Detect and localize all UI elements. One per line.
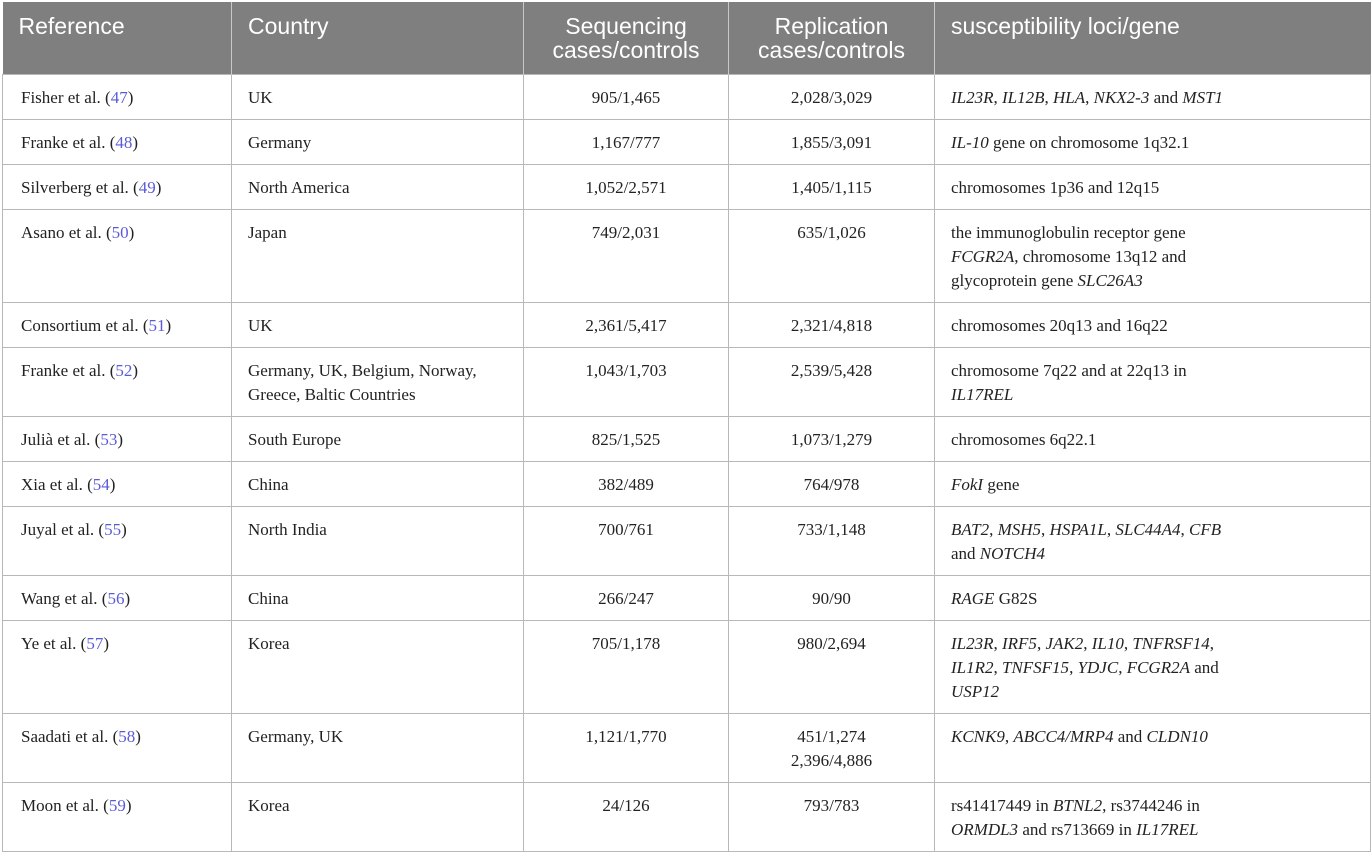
sequencing-cell: 1,121/1,770 [524, 713, 729, 782]
gene-name: TNFSF15 [1002, 657, 1070, 677]
reference-cell [3, 302, 232, 347]
gene-name: RAGE [951, 588, 995, 608]
loci-line [951, 680, 1354, 704]
table-row [3, 506, 1371, 575]
loci-line [951, 383, 1354, 407]
country-cell: Korea [232, 620, 524, 713]
reference-author: Franke et al. ( [21, 132, 116, 152]
table-row [3, 74, 1371, 119]
loci-text: , [1085, 87, 1094, 107]
loci-text: and [1149, 87, 1183, 107]
country-cell: North America [232, 164, 524, 209]
loci-text: chromosomes 20q13 and 16q22 [951, 315, 1168, 335]
reference-close-paren: ) [132, 360, 139, 380]
reference-author: Asano et al. ( [21, 222, 112, 242]
loci-text: , [1118, 657, 1127, 677]
gene-name: FokI [951, 474, 984, 494]
replication-cell: 980/2,694 [729, 620, 935, 713]
reference-cell [3, 119, 232, 164]
loci-cell [935, 164, 1371, 209]
table-row [3, 164, 1371, 209]
sequencing-cell: 1,167/777 [524, 119, 729, 164]
gene-name: IL12B [1002, 87, 1045, 107]
gene-name: HLA [1053, 87, 1086, 107]
country-cell: China [232, 461, 524, 506]
table-row [3, 713, 1371, 782]
loci-cell [935, 347, 1371, 416]
gene-name: SLC44A4 [1115, 519, 1181, 539]
loci-text: gene on chromosome 1q32.1 [988, 132, 1190, 152]
country-cell: Germany, UK, Belgium, Norway, Greece, Baltic Countries [232, 347, 524, 416]
reference-link[interactable]: 59 [108, 795, 126, 815]
country-cell: UK [232, 302, 524, 347]
reference-link[interactable]: 53 [100, 429, 118, 449]
loci-line [951, 314, 1354, 338]
country-cell: China [232, 575, 524, 620]
replication-cell: 635/1,026 [729, 209, 935, 302]
loci-cell [935, 461, 1371, 506]
header-row [3, 2, 1371, 74]
loci-text: , [993, 87, 1002, 107]
loci-line [951, 632, 1354, 656]
replication-cell [729, 713, 935, 782]
gene-name: SLC26A3 [1077, 270, 1143, 290]
sequencing-cell: 382/489 [524, 461, 729, 506]
reference-author: Saadati et al. ( [21, 726, 119, 746]
gene-name: FCGR2A [1126, 657, 1190, 677]
header-sequencing [524, 2, 729, 74]
sequencing-cell: 1,043/1,703 [524, 347, 729, 416]
loci-line [951, 269, 1354, 293]
reference-link[interactable]: 49 [138, 177, 156, 197]
loci-text: and [1113, 726, 1147, 746]
loci-line [951, 518, 1354, 542]
reference-author: Juyal et al. ( [21, 519, 105, 539]
loci-cell [935, 416, 1371, 461]
country-cell: Korea [232, 782, 524, 851]
loci-text: , chromosome 13q12 and [1014, 246, 1187, 266]
loci-cell [935, 575, 1371, 620]
sequencing-cell: 749/2,031 [524, 209, 729, 302]
table-row [3, 209, 1371, 302]
loci-line [951, 587, 1354, 611]
loci-line [951, 473, 1354, 497]
sequencing-cell: 905/1,465 [524, 74, 729, 119]
gene-name: MSH5 [997, 519, 1042, 539]
loci-text: , [1069, 657, 1078, 677]
reference-link[interactable]: 58 [118, 726, 136, 746]
loci-line [951, 359, 1354, 383]
header-sequencing-line-1: Sequencing [565, 13, 687, 39]
loci-cell [935, 119, 1371, 164]
loci-cell [935, 782, 1371, 851]
loci-text: , [1036, 633, 1046, 653]
reference-author: Xia et al. ( [21, 474, 93, 494]
sequencing-cell: 2,361/5,417 [524, 302, 729, 347]
replication-cell: 1,855/3,091 [729, 119, 935, 164]
loci-text: , [1041, 519, 1050, 539]
gene-name: MST1 [1182, 87, 1224, 107]
reference-cell [3, 209, 232, 302]
sequencing-cell: 1,052/2,571 [524, 164, 729, 209]
reference-author: Julià et al. ( [21, 429, 101, 449]
loci-text: , [1209, 633, 1215, 653]
loci-line [951, 176, 1354, 200]
reference-author: Ye et al. ( [21, 633, 87, 653]
gene-name: IL17REL [951, 384, 1014, 404]
loci-line [951, 656, 1354, 680]
loci-line [951, 794, 1354, 818]
loci-line [951, 428, 1354, 452]
reference-cell [3, 713, 232, 782]
replication-cell: 2,539/5,428 [729, 347, 935, 416]
gene-name: IL-10 [951, 132, 989, 152]
reference-close-paren: ) [125, 795, 132, 815]
replication-cell: 1,073/1,279 [729, 416, 935, 461]
loci-text: , [989, 519, 998, 539]
loci-text: gene [983, 474, 1020, 494]
header-replication [729, 2, 935, 74]
gene-name: BAT2 [951, 519, 990, 539]
header-loci: susceptibility loci/gene [935, 2, 1371, 74]
loci-text: chromosome 7q22 and at 22q13 in [951, 360, 1187, 380]
reference-link[interactable]: 50 [111, 222, 129, 242]
loci-text: chromosomes 6q22.1 [951, 429, 1097, 449]
loci-text: the immunoglobulin receptor gene [951, 222, 1186, 242]
sequencing-cell: 266/247 [524, 575, 729, 620]
loci-line [951, 131, 1354, 155]
header-reference: Reference [3, 2, 232, 74]
loci-cell [935, 302, 1371, 347]
reference-link[interactable]: 52 [115, 360, 133, 380]
gene-name: BTNL2 [1053, 795, 1103, 815]
gene-name: NKX2-3 [1093, 87, 1150, 107]
reference-close-paren: ) [121, 519, 127, 539]
loci-line [951, 86, 1354, 110]
loci-line [951, 245, 1354, 269]
header-country: Country [232, 2, 524, 74]
gene-name: ORMDL3 [951, 819, 1019, 839]
header-replication-line-2: cases/controls [757, 37, 905, 63]
header-replication-line-1: Replication [774, 13, 889, 39]
header-sequencing-line-2: cases/controls [552, 37, 700, 63]
reference-link[interactable]: 48 [115, 132, 133, 152]
gene-name: FCGR2A [951, 246, 1015, 266]
sequencing-cell: 24/126 [524, 782, 729, 851]
gene-name: CFB [1189, 519, 1222, 539]
susceptibility-loci-table [2, 2, 1371, 852]
table-row [3, 461, 1371, 506]
gene-name: NOTCH4 [979, 543, 1045, 563]
reference-author: Silverberg et al. ( [21, 177, 139, 197]
reference-link[interactable]: 54 [92, 474, 110, 494]
loci-cell [935, 713, 1371, 782]
reference-close-paren: ) [127, 87, 134, 107]
reference-link[interactable]: 51 [148, 315, 166, 335]
country-cell: Germany [232, 119, 524, 164]
loci-text: and [1189, 657, 1219, 677]
table-row [3, 575, 1371, 620]
replication-line: 451/1,274 [797, 726, 866, 746]
loci-text: glycoprotein gene [951, 270, 1078, 290]
country-cell: South Europe [232, 416, 524, 461]
country-cell: North India [232, 506, 524, 575]
gene-name: YDJC [1077, 657, 1119, 677]
loci-line [951, 221, 1354, 245]
loci-line [951, 542, 1354, 566]
reference-author: Fisher et al. ( [21, 87, 111, 107]
replication-cell: 793/783 [729, 782, 935, 851]
reference-author: Franke et al. ( [21, 360, 116, 380]
loci-text: and rs713669 in [1018, 819, 1137, 839]
gene-name: IL17REL [1136, 819, 1199, 839]
gene-name: ABCC4/MRP4 [1013, 726, 1114, 746]
replication-cell: 1,405/1,115 [729, 164, 935, 209]
loci-line [951, 818, 1354, 842]
gene-name: HSPA1L [1049, 519, 1107, 539]
reference-cell [3, 575, 232, 620]
reference-link[interactable]: 55 [104, 519, 122, 539]
replication-line: 2,396/4,886 [790, 750, 873, 770]
sequencing-cell: 705/1,178 [524, 620, 729, 713]
loci-text: , [993, 657, 1002, 677]
loci-text: , [1044, 87, 1053, 107]
reference-close-paren: ) [117, 429, 123, 449]
table-body [3, 74, 1371, 851]
reference-cell [3, 74, 232, 119]
gene-name: JAK2 [1045, 633, 1084, 653]
gene-name: IRF5 [1002, 633, 1037, 653]
country-cell: Germany, UK [232, 713, 524, 782]
reference-close-paren: ) [135, 726, 141, 746]
reference-link[interactable]: 47 [110, 87, 128, 107]
replication-cell: 733/1,148 [729, 506, 935, 575]
reference-cell [3, 416, 232, 461]
loci-text: G82S [994, 588, 1038, 608]
loci-text: , [1180, 519, 1190, 539]
reference-author: Wang et al. ( [21, 588, 108, 608]
table-row [3, 782, 1371, 851]
reference-link[interactable]: 57 [86, 633, 104, 653]
replication-cell: 2,028/3,029 [729, 74, 935, 119]
reference-close-paren: ) [165, 315, 172, 335]
gene-name: IL10 [1091, 633, 1124, 653]
loci-text: , [1083, 633, 1092, 653]
table-row [3, 416, 1371, 461]
reference-cell [3, 506, 232, 575]
gene-name: TNFRSF14 [1132, 633, 1210, 653]
country-cell: UK [232, 74, 524, 119]
loci-line [951, 725, 1354, 749]
loci-text: , [1106, 519, 1116, 539]
loci-cell [935, 620, 1371, 713]
gene-name: CLDN10 [1146, 726, 1208, 746]
gene-name: USP12 [951, 681, 1000, 701]
loci-text: and [951, 543, 980, 563]
loci-text: , [1004, 726, 1014, 746]
reference-close-paren: ) [109, 474, 116, 494]
gene-name: IL23R [951, 87, 994, 107]
replication-cell: 764/978 [729, 461, 935, 506]
loci-text: , [1123, 633, 1133, 653]
loci-text: rs41417449 in [951, 795, 1053, 815]
loci-text: , [993, 633, 1002, 653]
loci-cell [935, 74, 1371, 119]
gene-name: IL23R [951, 633, 994, 653]
reference-cell [3, 782, 232, 851]
reference-cell [3, 620, 232, 713]
reference-close-paren: ) [128, 222, 135, 242]
reference-link[interactable]: 56 [107, 588, 125, 608]
table-row [3, 302, 1371, 347]
reference-author: Consortium et al. ( [21, 315, 149, 335]
loci-text: chromosomes 1p36 and 12q15 [951, 177, 1160, 197]
table-row [3, 620, 1371, 713]
reference-cell [3, 347, 232, 416]
sequencing-cell: 825/1,525 [524, 416, 729, 461]
reference-cell [3, 461, 232, 506]
gene-name: IL1R2 [951, 657, 994, 677]
reference-author: Moon et al. ( [21, 795, 109, 815]
sequencing-cell: 700/761 [524, 506, 729, 575]
loci-text: , rs3744246 in [1102, 795, 1200, 815]
country-cell: Japan [232, 209, 524, 302]
reference-close-paren: ) [155, 177, 162, 197]
replication-cell: 90/90 [729, 575, 935, 620]
reference-close-paren: ) [132, 132, 139, 152]
table-row [3, 347, 1371, 416]
reference-close-paren: ) [124, 588, 131, 608]
gene-name: KCNK9 [951, 726, 1005, 746]
loci-cell [935, 209, 1371, 302]
table-row [3, 119, 1371, 164]
loci-cell [935, 506, 1371, 575]
reference-close-paren: ) [103, 633, 109, 653]
reference-cell [3, 164, 232, 209]
replication-cell: 2,321/4,818 [729, 302, 935, 347]
